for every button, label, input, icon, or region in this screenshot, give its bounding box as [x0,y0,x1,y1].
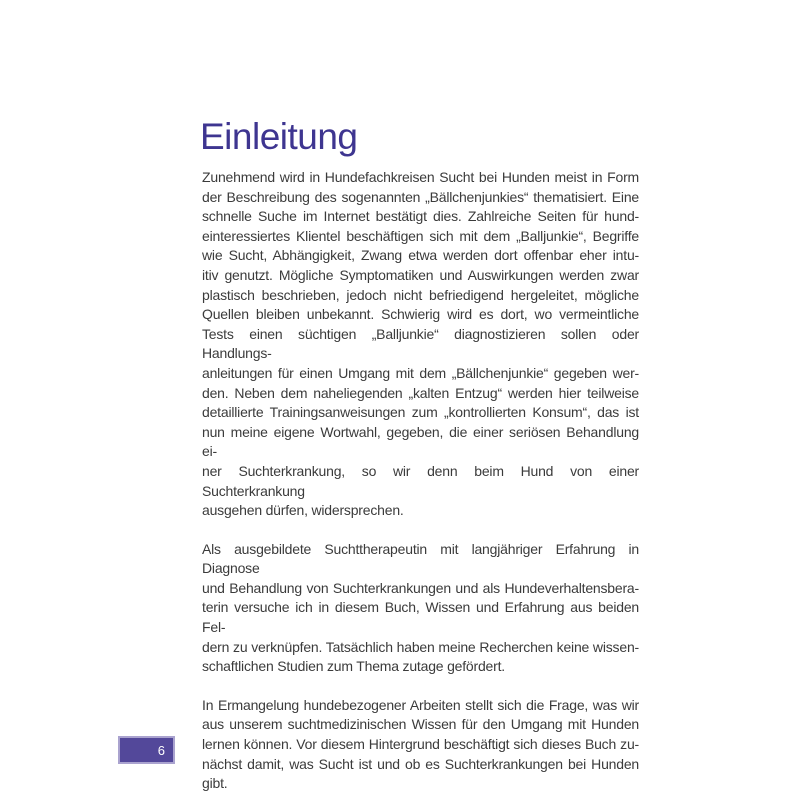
text-line: nächst damit, was Sucht ist und ob es Suchterkrankungen bei Hunden [202,755,639,772]
text-line: terin versuche ich in diesem Buch, Wissen und Erfahrung aus beiden Fel- [202,599,639,636]
text-line: der Beschreibung des sogenannten „Bällchenjunkies“ thematisiert. Eine [202,188,639,205]
paragraph [202,540,639,677]
text-line: schaftlichen Studien zum Thema zutage gefördert. [202,658,505,675]
text-line: anleitungen für einen Umgang mit dem „Bällchenjunkie“ gegeben wer- [202,364,639,381]
text-line: und Behandlung von Suchterkrankungen und als Hundeverhaltensbera- [202,579,639,596]
text-line: ausgehen dürfen, widersprechen. [202,502,404,519]
text-line: ner Suchterkrankung, so wir denn beim Hund von einer Suchterkrankung [202,462,639,499]
text-line: Tests einen süchtigen „Balljunkie“ diagnostizieren sollen oder Handlungs- [202,325,639,362]
text-line: itiv genutzt. Mögliche Symptomatiken und Auswirkungen werden zwar [202,266,639,283]
text-line: lernen können. Vor diesem Hintergrund beschäftigt sich dieses Buch zu- [202,736,639,753]
text-line: nun meine eigene Wortwahl, gegeben, die einer seriösen Behandlung ei- [202,423,639,460]
text-line: aus unserem suchtmedizinischen Wissen für den Umgang mit Hunden [202,716,639,733]
text-line: einteressiertes Klientel beschäftigen sich mit dem „Balljunkie“, Begriffe [202,227,639,244]
paragraph [202,168,639,521]
text-line: schnelle Suche im Internet bestätigt dies. Zahlreiche Seiten für hund- [202,208,639,225]
page-number-box [118,736,175,764]
text-line: plastisch beschrieben, jedoch nicht befriedigend hergeleitet, mögliche [202,286,639,303]
text-line: Zunehmend wird in Hundefachkreisen Sucht bei Hunden meist in Form [202,169,639,185]
text-line: Quellen bleiben unbekannt. Schwierig wird es dort, wo vermeintliche [202,306,639,323]
text-line: In Ermangelung hundebezogener Arbeiten stellt sich die Frage, was wir [202,696,639,713]
text-line: dern zu verknüpfen. Tatsächlich haben meine Recherchen keine wissen- [202,638,639,655]
text-block [202,168,639,800]
text-line: den. Neben dem naheliegenden „kalten Entzug“ werden hier teilweise [202,384,639,401]
chapter-heading: Einleitung [200,115,358,157]
text-line: wie Sucht, Abhängigkeit, Zwang etwa werden dort offenbar eher intu- [202,247,639,264]
text-line: gibt. [202,775,228,792]
text-line: detaillierte Trainingsanweisungen zum „kontrollierten Konsum“, das ist [202,404,639,421]
page-number: 6 [157,742,165,758]
paragraph [202,696,639,794]
text-line: Als ausgebildete Suchttherapeutin mit langjähriger Erfahrung in Diagnose [202,540,639,577]
